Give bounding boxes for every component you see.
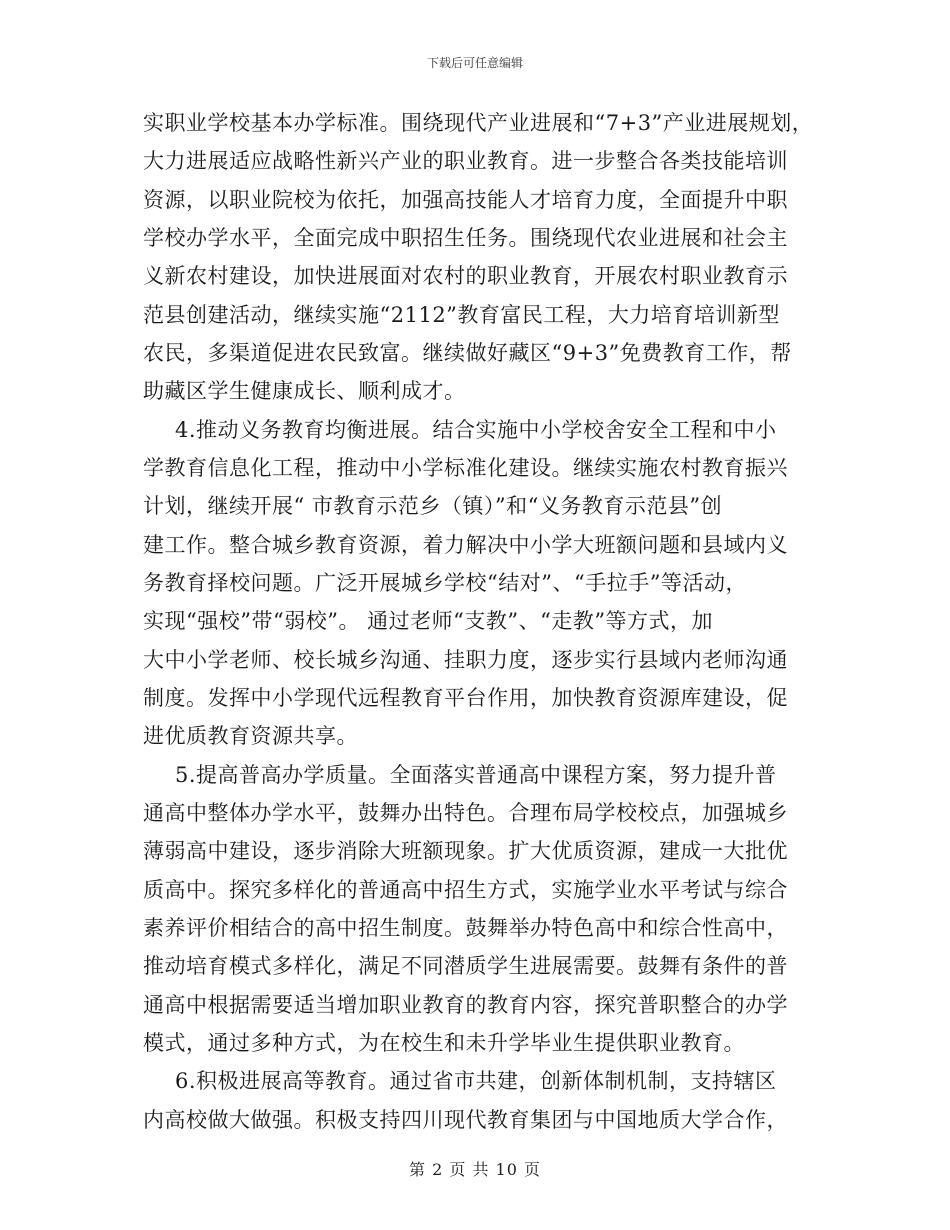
body-line: 制度。发挥中小学现代远程教育平台作用，加快教育资源库建设，促 <box>143 686 788 710</box>
body-line: 通高中根据需要适当增加职业教育的教育内容，探究普职整合的办学 <box>143 993 788 1017</box>
body-line: 大中小学老师、校长城乡沟通、挂职力度，逐步实行县域内老师沟通 <box>143 648 788 672</box>
body-line: 学校办学水平，全面完成中职招生任务。围绕现代农业进展和社会主 <box>143 226 788 250</box>
body-line: 农民，多渠道促进农民致富。继续做好藏区“9+3”免费教育工作，帮 <box>143 341 792 365</box>
body-line: 助藏区学生健康成长、顺利成才。 <box>143 379 466 403</box>
page-header: 下载后可任意编辑 <box>426 56 523 70</box>
body-line: 质高中。探究多样化的普通高中招生方式，实施学业水平考试与综合 <box>143 878 788 902</box>
body-line: 务教育择校问题。广泛开展城乡学校“结对”、“手拉手”等活动， <box>143 571 747 595</box>
body-line: 内高校做大做强。积极支持四川现代教育集团与中国地质大学合作， <box>143 1108 788 1132</box>
body-line: 实现“强校”带“弱校”。 通过老师“支教”、“走教”等方式，加 <box>143 609 714 633</box>
body-line: 资源，以职业院校为依托，加强高技能人才培育力度，全面提升中职 <box>143 188 788 212</box>
paragraph-heading-5: 5.提高普高办学质量。全面落实普通高中课程方案，努力提升普 <box>175 763 777 787</box>
body-line: 义新农村建设，加快进展面对农村的职业教育，开展农村职业教育示 <box>143 264 788 288</box>
body-line: 实职业学校基本办学标准。围绕现代产业进展和“7+3”产业进展规划， <box>143 111 814 135</box>
body-line: 学教育信息化工程，推动中小学标准化建设。继续实施农村教育振兴 <box>143 456 788 480</box>
body-line: 推动培育模式多样化，满足不同潜质学生进展需要。鼓舞有条件的普 <box>143 954 788 978</box>
paragraph-heading-4: 4.推动义务教育均衡进展。结合实施中小学校舍安全工程和中小 <box>175 418 777 442</box>
body-line: 计划，继续开展“ 市教育示范乡（镇）”和“义务教育示范县”创 <box>143 494 723 518</box>
body-line: 大力进展适应战略性新兴产业的职业教育。进一步整合各类技能培训 <box>143 149 788 173</box>
paragraph-heading-6: 6.积极进展高等教育。通过省市共建，创新体制机制，支持辖区 <box>175 1069 777 1093</box>
body-line: 薄弱高中建设，逐步消除大班额现象。扩大优质资源，建成一大批优 <box>143 839 788 863</box>
body-line: 素养评价相结合的高中招生制度。鼓舞举办特色高中和综合性高中， <box>143 916 788 940</box>
body-line: 通高中整体办学水平，鼓舞办出特色。合理布局学校校点，加强城乡 <box>143 801 788 825</box>
body-line: 范县创建活动，继续实施“2112”教育富民工程，大力培育培训新型 <box>143 303 780 327</box>
page-number-footer: 第 2 页 共 10 页 <box>409 1160 541 1179</box>
body-line: 建工作。整合城乡教育资源，着力解决中小学大班额问题和县域内义 <box>143 533 788 557</box>
body-line: 模式，通过多种方式，为在校生和未升学毕业生提供职业教育。 <box>143 1031 745 1055</box>
body-line: 进优质教育资源共享。 <box>143 724 358 748</box>
